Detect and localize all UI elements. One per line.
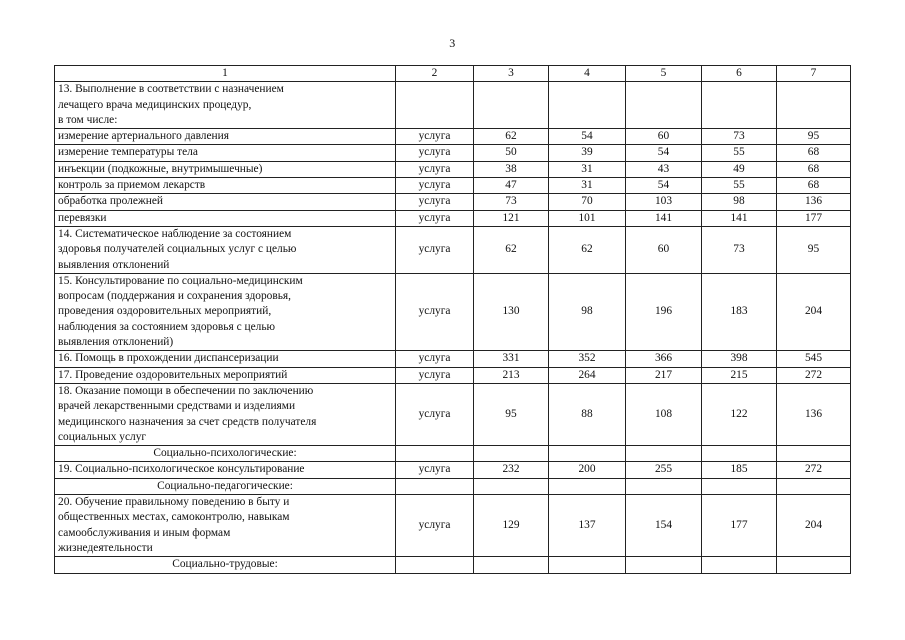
- value-cell: 73: [702, 129, 777, 145]
- value-cell: 70: [549, 194, 626, 210]
- value-cell: 62: [474, 226, 549, 273]
- service-name-line: 14. Систематическое наблюдение за состоянием: [58, 227, 292, 240]
- service-name-line: измерение температуры тела: [58, 146, 198, 159]
- section-row: [55, 446, 851, 462]
- header-cell-7: 7: [777, 66, 851, 82]
- value-cell: [474, 557, 549, 573]
- value-cell: 47: [474, 178, 549, 194]
- value-cell: 232: [474, 462, 549, 478]
- value-cell: [702, 478, 777, 494]
- service-name-line: 17. Проведение оздоровительных мероприятий: [58, 368, 288, 381]
- services-table: [54, 65, 851, 574]
- unit-cell: услуга: [396, 145, 474, 161]
- unit-cell: услуга: [396, 351, 474, 367]
- value-cell: 213: [474, 367, 549, 383]
- unit-cell: [396, 82, 474, 129]
- unit-cell: услуга: [396, 178, 474, 194]
- value-cell: [474, 446, 549, 462]
- section-title: Социально-психологические:: [153, 447, 297, 460]
- value-cell: 54: [549, 129, 626, 145]
- service-name-line: социальных услуг: [58, 430, 147, 443]
- header-cell-1: 1: [55, 66, 396, 82]
- unit-cell: услуга: [396, 367, 474, 383]
- service-name-cell: [55, 161, 396, 177]
- table-row: [55, 129, 851, 145]
- unit-cell: услуга: [396, 495, 474, 557]
- value-cell: [549, 82, 626, 129]
- service-name-cell: [55, 383, 396, 445]
- value-cell: 200: [549, 462, 626, 478]
- value-cell: [626, 82, 702, 129]
- value-cell: 177: [702, 495, 777, 557]
- table-row: [55, 383, 851, 445]
- value-cell: 215: [702, 367, 777, 383]
- value-cell: 62: [474, 129, 549, 145]
- value-cell: 39: [549, 145, 626, 161]
- service-name-line: общественных местах, самоконтролю, навыкам: [58, 511, 290, 524]
- header-row: [55, 66, 851, 82]
- section-title: Социально-трудовые:: [172, 558, 278, 571]
- service-name-line: жизнедеятельности: [58, 541, 153, 554]
- service-name-cell: [55, 129, 396, 145]
- service-name-cell: [55, 194, 396, 210]
- value-cell: 136: [777, 194, 851, 210]
- value-cell: 98: [549, 273, 626, 350]
- value-cell: 185: [702, 462, 777, 478]
- service-name-cell: [55, 462, 396, 478]
- value-cell: 204: [777, 273, 851, 350]
- unit-cell: услуга: [396, 273, 474, 350]
- service-name-cell: [55, 226, 396, 273]
- value-cell: 68: [777, 178, 851, 194]
- value-cell: 121: [474, 210, 549, 226]
- value-cell: 50: [474, 145, 549, 161]
- value-cell: 31: [549, 161, 626, 177]
- table-row: [55, 210, 851, 226]
- value-cell: 122: [702, 383, 777, 445]
- value-cell: 108: [626, 383, 702, 445]
- value-cell: 141: [702, 210, 777, 226]
- table-row: [55, 495, 851, 557]
- section-title-cell: [55, 478, 396, 494]
- page-number: 3: [449, 36, 456, 50]
- value-cell: 196: [626, 273, 702, 350]
- value-cell: [626, 557, 702, 573]
- value-cell: 31: [549, 178, 626, 194]
- service-name-line: в том числе:: [58, 113, 118, 126]
- value-cell: 141: [626, 210, 702, 226]
- value-cell: 73: [474, 194, 549, 210]
- value-cell: 177: [777, 210, 851, 226]
- service-name-line: измерение артериального давления: [58, 130, 229, 143]
- value-cell: 154: [626, 495, 702, 557]
- value-cell: 49: [702, 161, 777, 177]
- value-cell: [474, 478, 549, 494]
- service-name-line: 19. Социально-психологическое консультирование: [58, 463, 305, 476]
- unit-cell: [396, 557, 474, 573]
- unit-cell: услуга: [396, 383, 474, 445]
- value-cell: [702, 557, 777, 573]
- service-name-line: самообслуживания и иным формам: [58, 526, 231, 539]
- service-name-cell: [55, 273, 396, 350]
- service-name-line: 16. Помощь в прохождении диспансеризации: [58, 352, 279, 365]
- value-cell: 88: [549, 383, 626, 445]
- service-name-line: 15. Консультирование по социально-медицинским: [58, 274, 303, 287]
- value-cell: 95: [777, 129, 851, 145]
- value-cell: [777, 446, 851, 462]
- section-title-cell: [55, 557, 396, 573]
- section-row: [55, 478, 851, 494]
- unit-cell: услуга: [396, 129, 474, 145]
- table-row: [55, 351, 851, 367]
- value-cell: [626, 478, 702, 494]
- section-row: [55, 557, 851, 573]
- table-row: [55, 178, 851, 194]
- value-cell: 73: [702, 226, 777, 273]
- service-name-line: обработка пролежней: [58, 195, 164, 208]
- value-cell: 60: [626, 129, 702, 145]
- value-cell: 95: [777, 226, 851, 273]
- service-name-cell: [55, 145, 396, 161]
- unit-cell: услуга: [396, 161, 474, 177]
- service-name-line: перевязки: [58, 211, 107, 224]
- table-row: [55, 161, 851, 177]
- value-cell: 352: [549, 351, 626, 367]
- value-cell: [702, 82, 777, 129]
- value-cell: 272: [777, 462, 851, 478]
- service-name-line: наблюдения за состоянием здоровья с целью: [58, 320, 276, 333]
- service-name-cell: [55, 82, 396, 129]
- value-cell: 398: [702, 351, 777, 367]
- value-cell: 129: [474, 495, 549, 557]
- value-cell: [626, 446, 702, 462]
- table-row: [55, 226, 851, 273]
- header-cell-6: 6: [702, 66, 777, 82]
- value-cell: [777, 557, 851, 573]
- service-name-line: 20. Обучение правильному поведению в быту и: [58, 496, 290, 509]
- value-cell: 331: [474, 351, 549, 367]
- value-cell: [702, 446, 777, 462]
- service-name-line: медицинского назначения за счет средств получателя: [58, 415, 317, 428]
- table-row: [55, 367, 851, 383]
- service-name-cell: [55, 495, 396, 557]
- value-cell: 545: [777, 351, 851, 367]
- value-cell: [777, 82, 851, 129]
- service-name-line: выявления отклонений): [58, 336, 174, 349]
- value-cell: 217: [626, 367, 702, 383]
- unit-cell: услуга: [396, 462, 474, 478]
- table-row: [55, 145, 851, 161]
- unit-cell: услуга: [396, 210, 474, 226]
- table-row: [55, 82, 851, 129]
- value-cell: 54: [626, 145, 702, 161]
- value-cell: [549, 446, 626, 462]
- service-name-line: врачей лекарственными средствами и изделиями: [58, 400, 296, 413]
- header-cell-2: 2: [396, 66, 474, 82]
- service-name-line: контроль за приемом лекарств: [58, 179, 206, 192]
- service-name-cell: [55, 367, 396, 383]
- service-name-cell: [55, 210, 396, 226]
- section-title: Социально-педагогические:: [157, 479, 293, 492]
- service-name-line: 18. Оказание помощи в обеспечении по заключению: [58, 384, 314, 397]
- unit-cell: услуга: [396, 194, 474, 210]
- value-cell: [549, 557, 626, 573]
- value-cell: 130: [474, 273, 549, 350]
- value-cell: 264: [549, 367, 626, 383]
- service-name-line: здоровья получателей социальных услуг с целью: [58, 243, 297, 256]
- value-cell: 38: [474, 161, 549, 177]
- section-title-cell: [55, 446, 396, 462]
- service-name-cell: [55, 178, 396, 194]
- service-name-line: инъекции (подкожные, внутримышечные): [58, 162, 263, 175]
- value-cell: 366: [626, 351, 702, 367]
- unit-cell: [396, 478, 474, 494]
- value-cell: 55: [702, 178, 777, 194]
- header-cell-3: 3: [474, 66, 549, 82]
- service-name-line: проведения оздоровительных мероприятий,: [58, 305, 272, 318]
- value-cell: 68: [777, 161, 851, 177]
- value-cell: 68: [777, 145, 851, 161]
- value-cell: 55: [702, 145, 777, 161]
- value-cell: 103: [626, 194, 702, 210]
- value-cell: 101: [549, 210, 626, 226]
- table-body: [55, 66, 851, 574]
- value-cell: 95: [474, 383, 549, 445]
- value-cell: 137: [549, 495, 626, 557]
- value-cell: 204: [777, 495, 851, 557]
- unit-cell: услуга: [396, 226, 474, 273]
- table-row: [55, 194, 851, 210]
- value-cell: 136: [777, 383, 851, 445]
- value-cell: [549, 478, 626, 494]
- service-name-line: вопросам (поддержания и сохранения здоровья,: [58, 290, 291, 303]
- value-cell: 60: [626, 226, 702, 273]
- service-name-cell: [55, 351, 396, 367]
- unit-cell: [396, 446, 474, 462]
- header-cell-4: 4: [549, 66, 626, 82]
- header-cell-5: 5: [626, 66, 702, 82]
- value-cell: [474, 82, 549, 129]
- service-name-line: 13. Выполнение в соответствии с назначением: [58, 83, 284, 96]
- service-name-line: лечащего врача медицинских процедур,: [58, 98, 252, 111]
- value-cell: 98: [702, 194, 777, 210]
- value-cell: [777, 478, 851, 494]
- value-cell: 255: [626, 462, 702, 478]
- table-row: [55, 273, 851, 350]
- value-cell: 62: [549, 226, 626, 273]
- table-row: [55, 462, 851, 478]
- value-cell: 43: [626, 161, 702, 177]
- service-name-line: выявления отклонений: [58, 258, 170, 271]
- value-cell: 183: [702, 273, 777, 350]
- value-cell: 272: [777, 367, 851, 383]
- value-cell: 54: [626, 178, 702, 194]
